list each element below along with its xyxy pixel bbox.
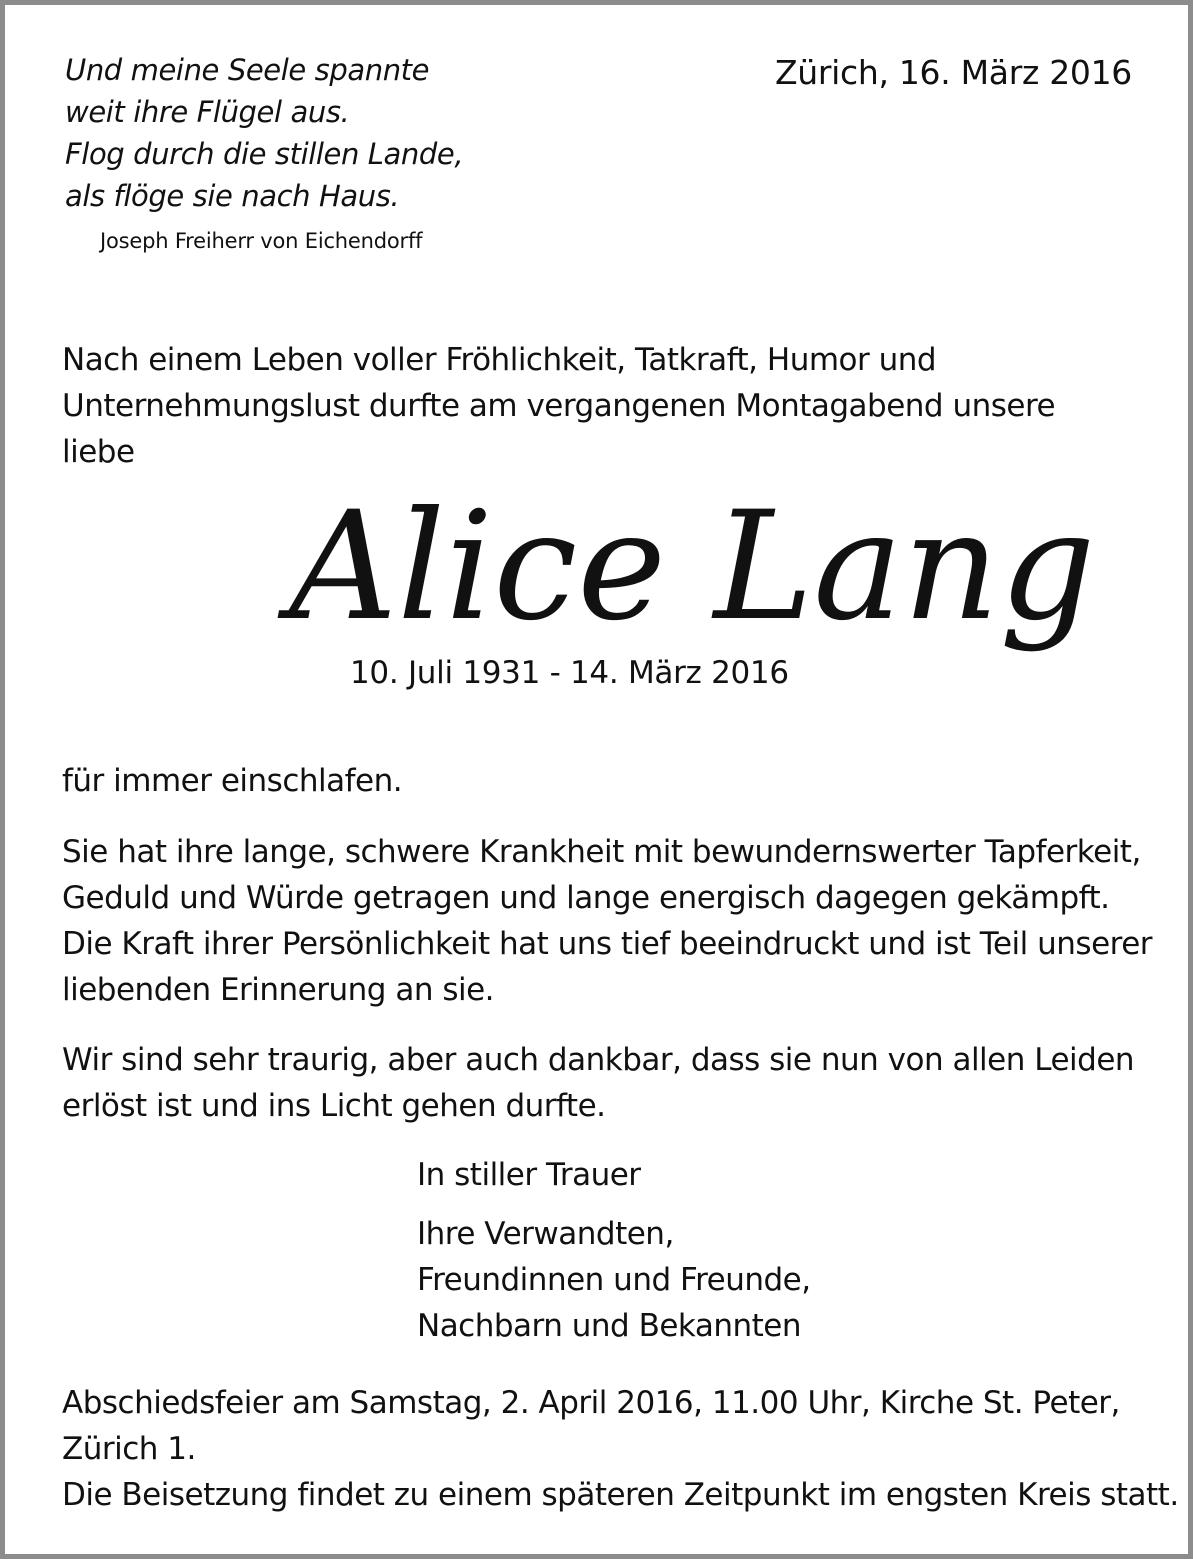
- mourning-heading: In stiller Trauer: [417, 1157, 641, 1193]
- poem-line: Flog durch die stillen Lande,: [65, 137, 464, 171]
- text-line: Wir sind sehr traurig, aber auch dankbar, dass sie nun von allen Leiden: [62, 1042, 1135, 1078]
- text-line: Die Beisetzung findet zu einem späteren Zeitpunkt im engsten Kreis statt.: [62, 1477, 1179, 1513]
- mourner-line: Ihre Verwandten,: [417, 1216, 674, 1252]
- text-line: Die Kraft ihrer Persönlichkeit hat uns tief beeindruckt und ist Teil unserer: [62, 926, 1153, 962]
- poem-quote: [65, 49, 463, 217]
- text-line: Zürich 1.: [62, 1431, 196, 1467]
- mourner-line: Nachbarn und Bekannten: [417, 1308, 801, 1344]
- mourners-list: [417, 1211, 811, 1349]
- poem-line: weit ihre Flügel aus.: [65, 95, 350, 129]
- ceremony-info: [62, 1380, 1179, 1518]
- closing-line: für immer einschlafen.: [62, 763, 403, 799]
- text-line: Geduld und Würde getragen und lange energisch dagegen gekämpft.: [62, 880, 1110, 916]
- text-line: liebe: [62, 434, 135, 470]
- gratitude-paragraph: [62, 1037, 1134, 1129]
- intro-paragraph: [62, 337, 1055, 475]
- text-line: Nach einem Leben voller Fröhlichkeit, Tatkraft, Humor und: [62, 342, 937, 378]
- poem-author: Joseph Freiherr von Eichendorff: [100, 229, 423, 253]
- lifespan-dates: 10. Juli 1931 - 14. März 2016: [350, 655, 789, 691]
- poem-line: Und meine Seele spannte: [65, 53, 430, 87]
- illness-paragraph: [62, 829, 1152, 1013]
- poem-line: als flöge sie nach Haus.: [65, 179, 400, 213]
- text-line: erlöst ist und ins Licht gehen durfte.: [62, 1088, 606, 1124]
- deceased-name-signature: [275, 460, 1096, 760]
- deceased-name-script: [275, 460, 1096, 760]
- text-line: Abschiedsfeier am Samstag, 2. April 2016, 11.00 Uhr, Kirche St. Peter,: [62, 1385, 1120, 1421]
- deceased-name: Alice Lang: [289, 480, 1096, 654]
- text-line: Unternehmungslust durfte am vergangenen Montagabend unsere: [62, 388, 1056, 424]
- mourner-line: Freundinnen und Freunde,: [417, 1262, 811, 1298]
- text-line: Sie hat ihre lange, schwere Krankheit mit bewundernswerter Tapferkeit,: [62, 834, 1141, 870]
- place-date: Zürich, 16. März 2016: [774, 53, 1132, 92]
- text-line: liebenden Erinnerung an sie.: [62, 972, 495, 1008]
